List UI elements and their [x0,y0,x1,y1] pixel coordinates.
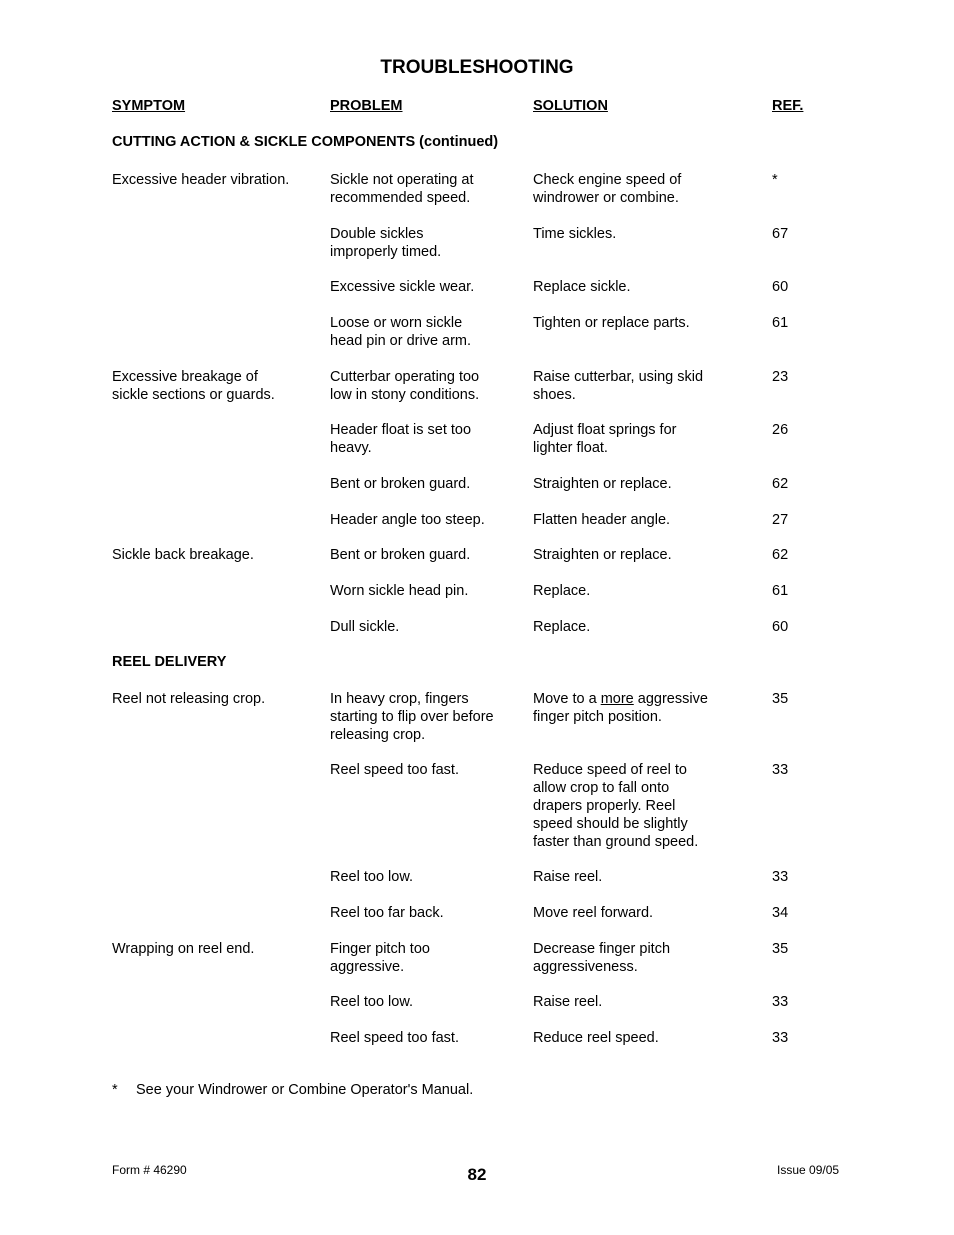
solution-cell: Check engine speed of windrower or combine. [533,172,682,206]
solution-cell: Replace. [533,583,591,599]
problem-cell: Cutterbar operating too low in stony conditions. [330,369,480,403]
ref-cell: 62 [772,547,789,563]
problem-cell: Loose or worn sickle head pin or drive arm. [330,315,472,349]
ref-cell: 62 [772,476,789,492]
solution-cell: Adjust float springs for lighter float. [533,422,677,456]
problem-cell: Reel speed too fast. [330,762,459,778]
header-ref: REF. [772,98,804,114]
ref-cell: 33 [772,1030,789,1046]
symptom-cell: Sickle back breakage. [112,547,254,563]
ref-cell: 33 [772,762,789,778]
solution-cell: Reduce reel speed. [533,1030,659,1046]
solution-cell: Raise reel. [533,869,603,885]
problem-cell: Dull sickle. [330,619,400,635]
header-symptom: SYMPTOM [112,98,186,114]
form-number: Form # 46290 [112,1163,187,1177]
problem-cell: Worn sickle head pin. [330,583,469,599]
problem-cell: Bent or broken guard. [330,547,471,563]
footnote [112,1082,473,1098]
solution-cell: Reduce speed of reel to allow crop to fall onto drapers properly. Reel speed should be slightly faster than ground speed. [533,762,699,850]
page-title: TROUBLESHOOTING [380,57,574,78]
problem-cell: Double sickles improperly timed. [330,226,442,260]
ref-cell: 27 [772,512,789,528]
problem-cell: Reel too low. [330,994,414,1010]
ref-cell: 60 [772,619,789,635]
header-problem: PROBLEM [330,98,403,114]
ref-cell: 23 [772,369,789,385]
solution-cell: Straighten or replace. [533,547,672,563]
symptom-cell: Excessive breakage of sickle sections or guards. [112,369,275,403]
ref-cell: 34 [772,905,789,921]
symptom-cell: Wrapping on reel end. [112,941,255,957]
problem-cell: Reel speed too fast. [330,1030,459,1046]
section-reel-delivery: REEL DELIVERY [112,654,227,670]
solution-cell: Flatten header angle. [533,512,671,528]
ref-cell: 67 [772,226,789,242]
section-cutting-action: CUTTING ACTION & SICKLE COMPONENTS (continued) [112,134,499,150]
solution-cell [533,690,733,726]
solution-cell: Time sickles. [533,226,617,242]
page-number: 82 [467,1165,487,1184]
ref-cell: 60 [772,279,789,295]
problem-cell: Finger pitch too aggressive. [330,941,430,975]
solution-text: aggressive finger pitch position. [533,691,708,725]
symptom-cell: Reel not releasing crop. [112,691,266,707]
problem-cell: Sickle not operating at recommended speed. [330,172,474,206]
problem-cell: Header angle too steep. [330,512,485,528]
ref-cell: 35 [772,941,789,957]
solution-text: Move to a [533,691,601,707]
ref-cell: 33 [772,869,789,885]
footnote-mark: * [112,1082,118,1098]
ref-cell: 26 [772,422,789,438]
problem-cell: Reel too far back. [330,905,444,921]
ref-cell: 35 [772,691,789,707]
ref-cell: 33 [772,994,789,1010]
problem-cell: Bent or broken guard. [330,476,471,492]
ref-cell: 61 [772,583,789,599]
solution-cell: Decrease finger pitch aggressiveness. [533,941,671,975]
issue-date: Issue 09/05 [777,1163,840,1177]
ref-cell: * [772,172,778,188]
solution-cell: Straighten or replace. [533,476,672,492]
solution-cell: Raise reel. [533,994,603,1010]
solution-cell: Move reel forward. [533,905,654,921]
ref-cell: 61 [772,315,789,331]
problem-cell: In heavy crop, fingers starting to flip over before releasing crop. [330,691,494,743]
solution-cell: Replace. [533,619,591,635]
problem-cell: Header float is set too heavy. [330,422,472,456]
symptom-cell: Excessive header vibration. [112,172,290,188]
solution-cell: Raise cutterbar, using skid shoes. [533,369,704,403]
solution-cell: Replace sickle. [533,279,631,295]
problem-cell: Reel too low. [330,869,414,885]
solution-cell: Tighten or replace parts. [533,315,690,331]
footnote-text: See your Windrower or Combine Operator's Manual. [136,1082,474,1098]
problem-cell: Excessive sickle wear. [330,279,475,295]
solution-emphasis: more [600,691,634,707]
header-solution: SOLUTION [533,98,608,114]
